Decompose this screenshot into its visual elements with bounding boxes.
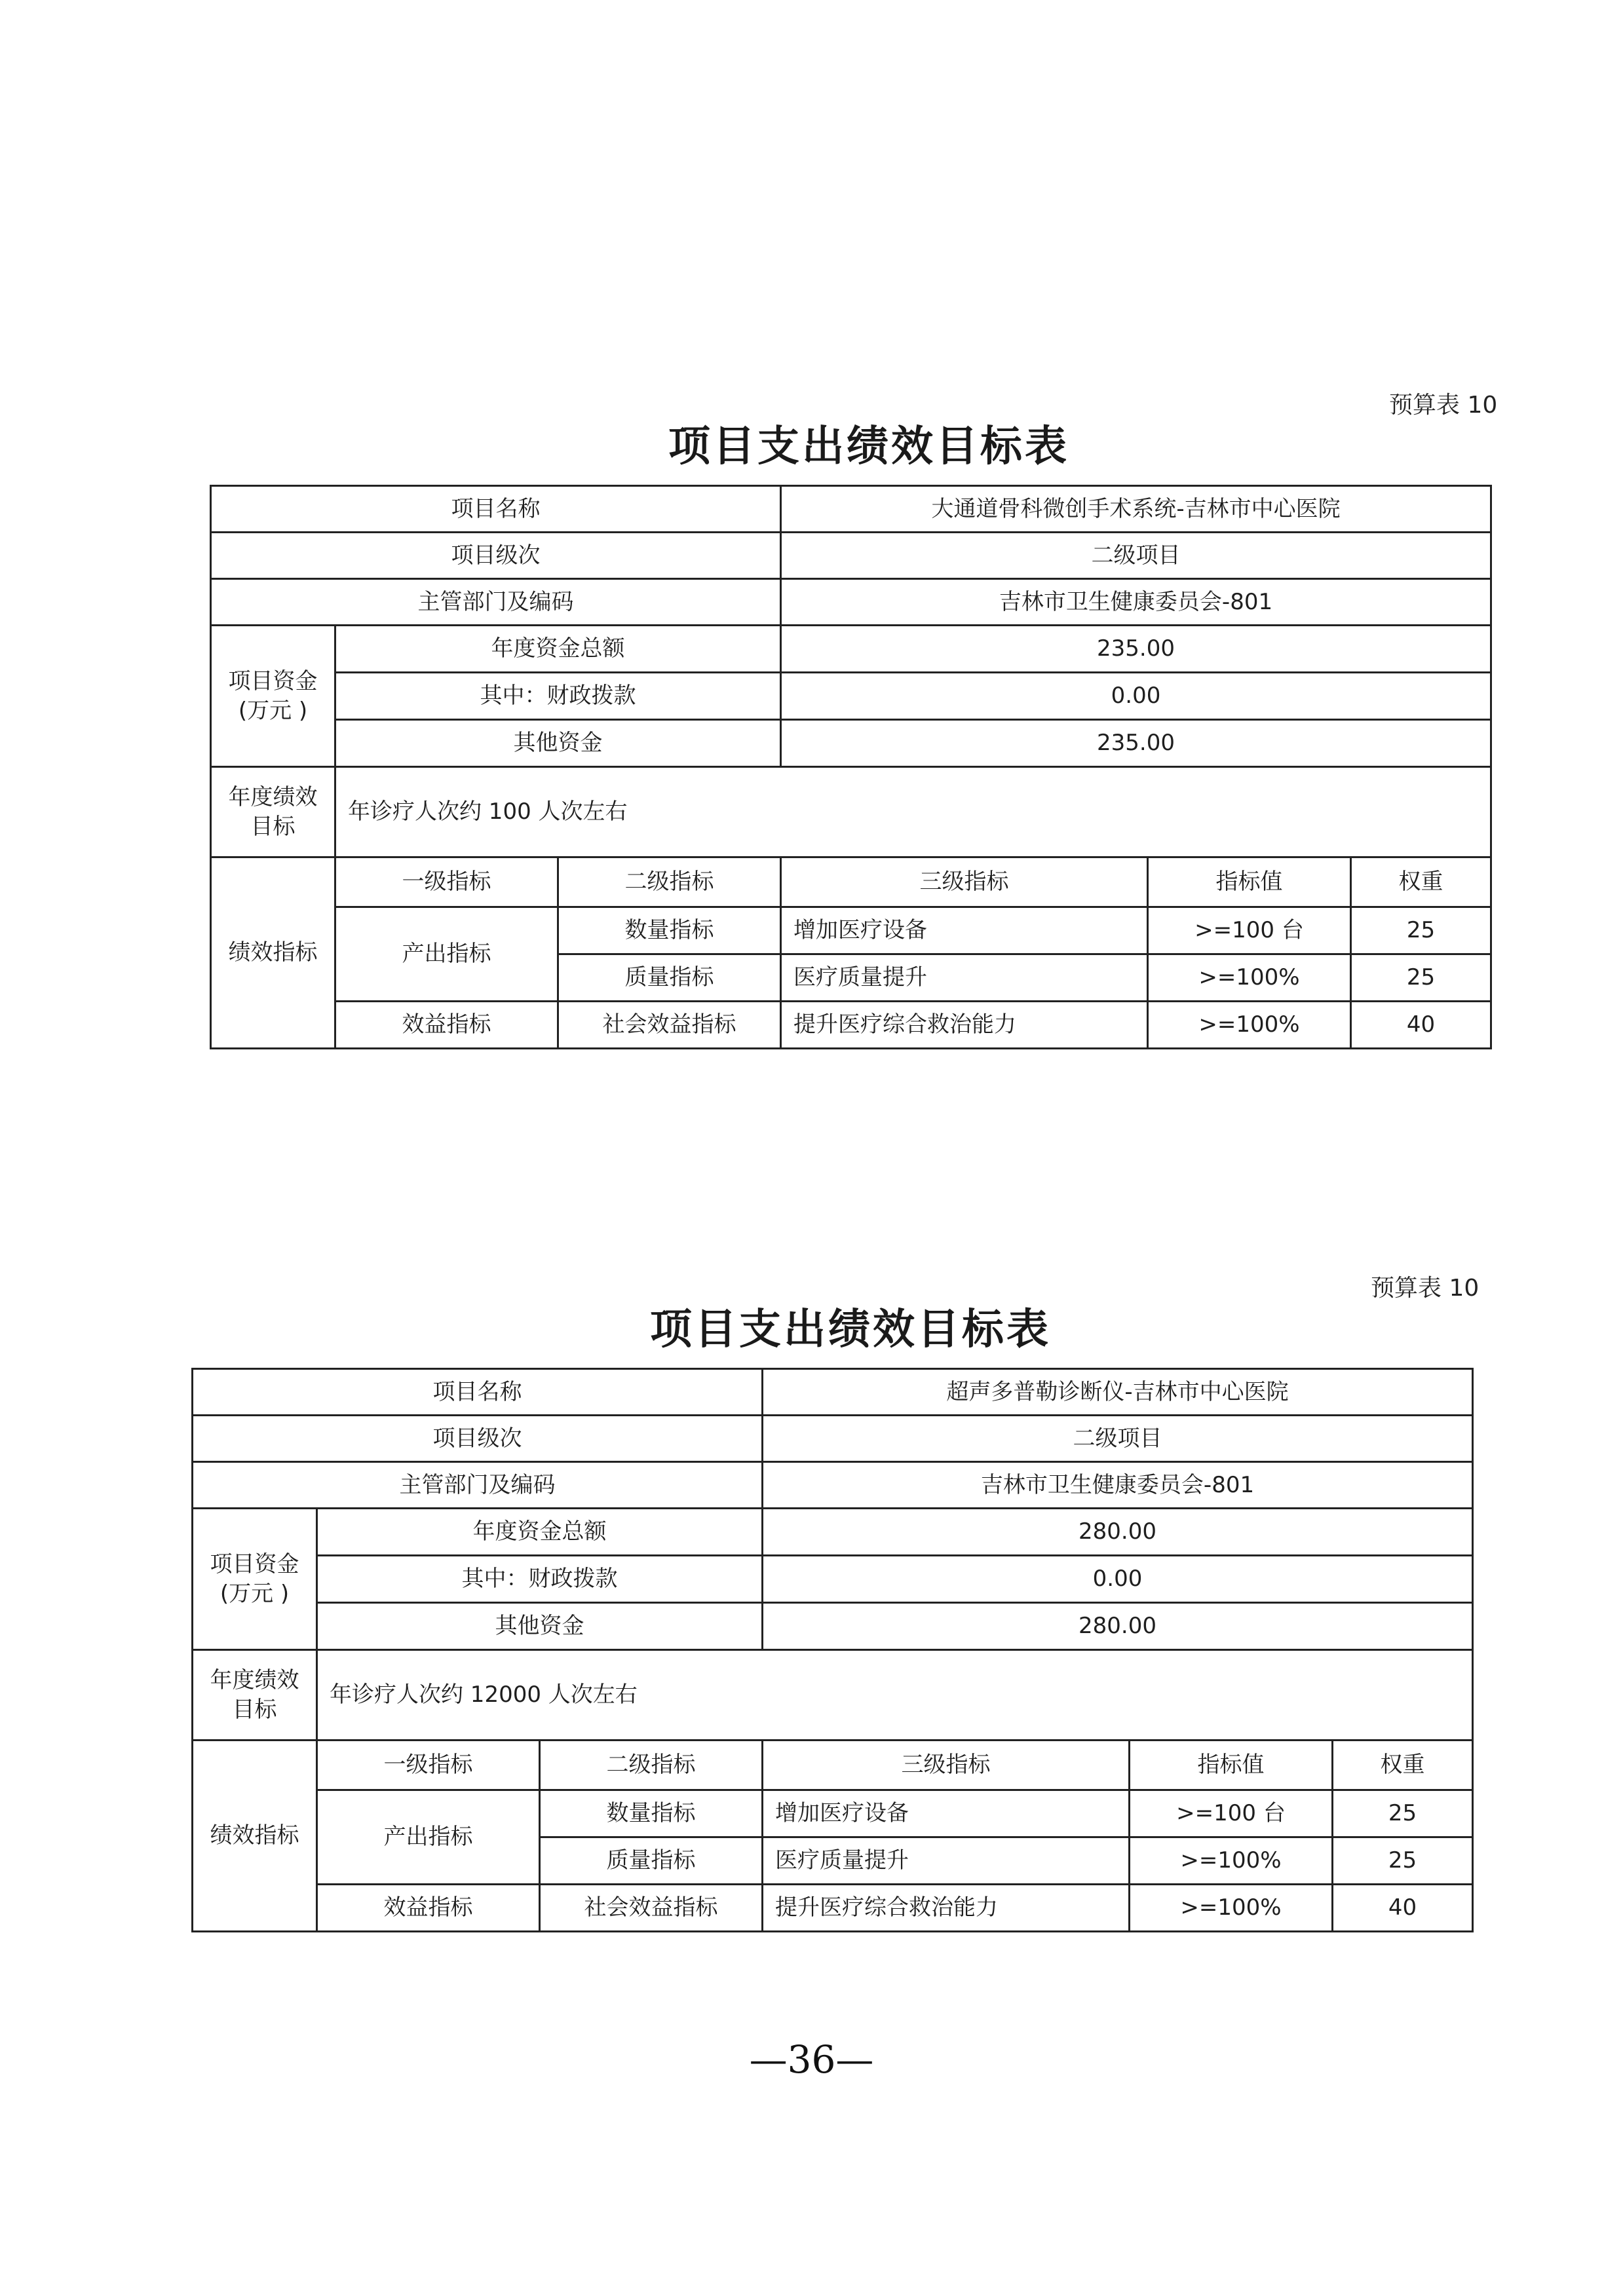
row-project-name — [211, 486, 1491, 533]
table-row — [193, 1790, 1473, 1837]
header-level2: 二级指标 — [540, 1741, 763, 1790]
cell-level3: 增加医疗设备 — [781, 907, 1148, 954]
value-department: 吉林市卫生健康委员会-801 — [763, 1462, 1473, 1509]
cell-weight: 40 — [1333, 1885, 1473, 1932]
cell-level2: 社会效益指标 — [540, 1885, 763, 1932]
budget-table-tag: 预算表 10 — [1371, 1275, 1480, 1302]
row-annual-total — [211, 626, 1491, 673]
label-fiscal: 其中：财政拨款 — [335, 673, 781, 720]
table-row — [193, 1885, 1473, 1932]
row-fiscal — [211, 673, 1491, 720]
label-other-funds: 其他资金 — [335, 720, 781, 767]
cell-level2: 社会效益指标 — [558, 1002, 781, 1049]
value-annual-goal: 年诊疗人次约 100 人次左右 — [335, 767, 1491, 857]
label-project-level: 项目级次 — [193, 1416, 763, 1462]
cell-weight: 25 — [1351, 907, 1491, 954]
cell-level2: 数量指标 — [540, 1790, 763, 1837]
label-annual-goal — [193, 1650, 317, 1741]
row-project-level — [211, 533, 1491, 579]
row-annual-total — [193, 1509, 1473, 1556]
label-project-funds-line1: 项目资金 — [210, 1551, 299, 1578]
cell-weight: 25 — [1351, 954, 1491, 1002]
cell-level2: 数量指标 — [558, 907, 781, 954]
cell-level1: 产出指标 — [317, 1790, 540, 1885]
value-annual-goal: 年诊疗人次约 12000 人次左右 — [317, 1650, 1473, 1741]
label-other-funds: 其他资金 — [317, 1603, 763, 1650]
label-annual-total: 年度资金总额 — [317, 1509, 763, 1556]
cell-value: >=100 台 — [1148, 907, 1351, 954]
header-level3: 三级指标 — [781, 857, 1148, 907]
label-annual-total: 年度资金总额 — [335, 626, 781, 673]
cell-weight: 25 — [1333, 1790, 1473, 1837]
header-level1: 一级指标 — [335, 857, 558, 907]
header-level1: 一级指标 — [317, 1741, 540, 1790]
performance-goal-table — [191, 1368, 1474, 1932]
row-other-funds — [211, 720, 1491, 767]
value-annual-total: 280.00 — [763, 1509, 1473, 1556]
row-indicator-header — [193, 1741, 1473, 1790]
label-project-name: 项目名称 — [193, 1369, 763, 1416]
header-weight: 权重 — [1333, 1741, 1473, 1790]
row-other-funds — [193, 1603, 1473, 1650]
row-annual-goal — [193, 1650, 1473, 1741]
header-value: 指标值 — [1148, 857, 1351, 907]
label-project-level: 项目级次 — [211, 533, 781, 579]
value-project-level: 二级项目 — [763, 1416, 1473, 1462]
row-department — [211, 579, 1491, 626]
cell-level3: 提升医疗综合救治能力 — [763, 1885, 1130, 1932]
cell-level1: 效益指标 — [335, 1002, 558, 1049]
label-project-funds-line2: (万元 ) — [220, 1580, 290, 1607]
table-row — [211, 907, 1491, 954]
cell-weight: 25 — [1333, 1837, 1473, 1885]
value-fiscal: 0.00 — [763, 1556, 1473, 1603]
cell-value: >=100% — [1130, 1885, 1333, 1932]
header-value: 指标值 — [1130, 1741, 1333, 1790]
label-project-funds-line2: (万元 ) — [238, 697, 308, 724]
value-project-level: 二级项目 — [781, 533, 1491, 579]
value-annual-total: 235.00 — [781, 626, 1491, 673]
value-department: 吉林市卫生健康委员会-801 — [781, 579, 1491, 626]
cell-level2: 质量指标 — [540, 1837, 763, 1885]
label-annual-goal — [211, 767, 335, 857]
cell-level1: 产出指标 — [335, 907, 558, 1002]
label-department: 主管部门及编码 — [211, 579, 781, 626]
row-annual-goal — [211, 767, 1491, 857]
value-fiscal: 0.00 — [781, 673, 1491, 720]
budget-table-tag: 预算表 10 — [1389, 392, 1498, 419]
header-level3: 三级指标 — [763, 1741, 1130, 1790]
label-annual-goal-line2: 目标 — [232, 1696, 277, 1723]
label-annual-goal-line2: 目标 — [250, 813, 296, 840]
value-other-funds: 280.00 — [763, 1603, 1473, 1650]
row-fiscal — [193, 1556, 1473, 1603]
cell-weight: 40 — [1351, 1002, 1491, 1049]
value-project-name: 大通道骨科微创手术系统-吉林市中心医院 — [781, 486, 1491, 533]
row-project-level — [193, 1416, 1473, 1462]
label-annual-goal-line1: 年度绩效 — [210, 1667, 299, 1694]
row-department — [193, 1462, 1473, 1509]
label-project-funds-line1: 项目资金 — [228, 668, 318, 695]
label-project-name: 项目名称 — [211, 486, 781, 533]
page-number: —36— — [749, 2037, 874, 2082]
label-indicators: 绩效指标 — [211, 857, 335, 1049]
cell-level2: 质量指标 — [558, 954, 781, 1002]
cell-value: >=100 台 — [1130, 1790, 1333, 1837]
table-title: 项目支出绩效目标表 — [650, 1306, 1051, 1354]
cell-level1: 效益指标 — [317, 1885, 540, 1932]
row-indicator-header — [211, 857, 1491, 907]
cell-value: >=100% — [1148, 954, 1351, 1002]
table-title: 项目支出绩效目标表 — [668, 423, 1069, 471]
label-fiscal: 其中：财政拨款 — [317, 1556, 763, 1603]
cell-value: >=100% — [1148, 1002, 1351, 1049]
value-other-funds: 235.00 — [781, 720, 1491, 767]
label-project-funds — [211, 626, 335, 767]
value-project-name: 超声多普勒诊断仪-吉林市中心医院 — [763, 1369, 1473, 1416]
cell-value: >=100% — [1130, 1837, 1333, 1885]
table-row — [211, 1002, 1491, 1049]
label-project-funds — [193, 1509, 317, 1650]
header-level2: 二级指标 — [558, 857, 781, 907]
cell-level3: 医疗质量提升 — [781, 954, 1148, 1002]
label-annual-goal-line1: 年度绩效 — [228, 784, 318, 811]
label-indicators: 绩效指标 — [193, 1741, 317, 1932]
row-project-name — [193, 1369, 1473, 1416]
cell-level3: 增加医疗设备 — [763, 1790, 1130, 1837]
label-department: 主管部门及编码 — [193, 1462, 763, 1509]
performance-goal-table — [210, 485, 1492, 1049]
cell-level3: 提升医疗综合救治能力 — [781, 1002, 1148, 1049]
cell-level3: 医疗质量提升 — [763, 1837, 1130, 1885]
header-weight: 权重 — [1351, 857, 1491, 907]
